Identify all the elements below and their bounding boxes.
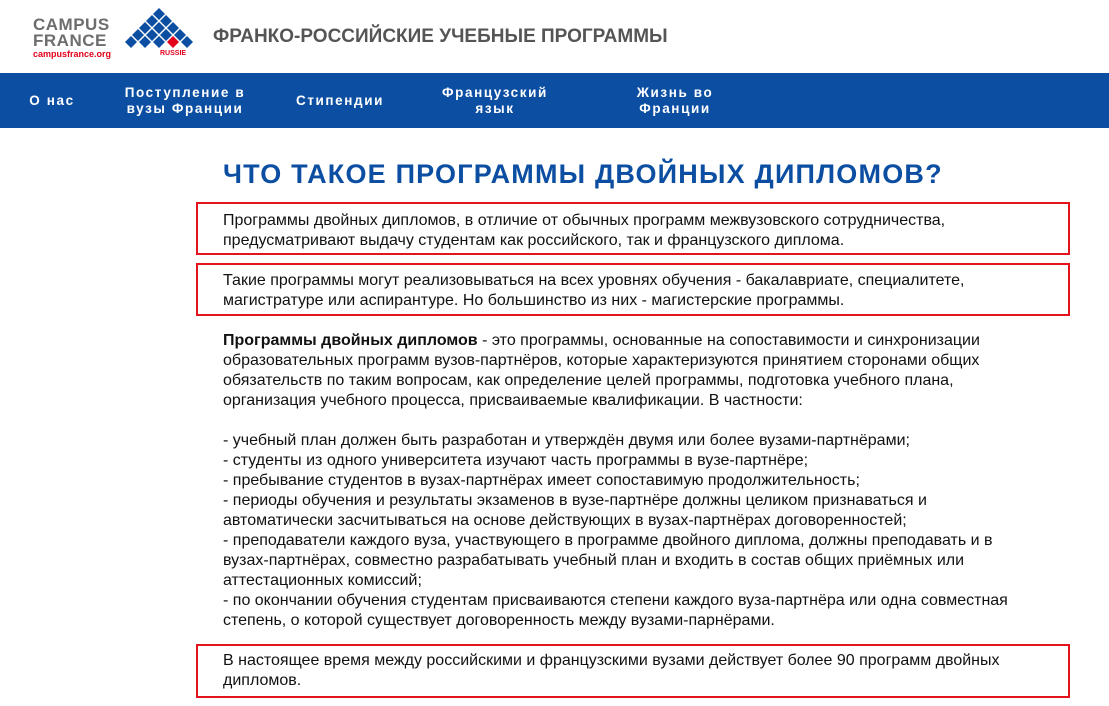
nav-item-admission[interactable]: Поступление в вузы Франции xyxy=(124,84,246,116)
intro-paragraph: Программы двойных дипломов, в отличие от обычных программ межвузовского сотрудничества, предусматривают выдачу студентам как российского, так и французского диплома. xyxy=(223,212,946,249)
page-title: ЧТО ТАКОЕ ПРОГРАММЫ ДВОЙНЫХ ДИПЛОМОВ? xyxy=(223,159,943,189)
list-item: - периоды обучения и результаты экзаменов в вузе-партнёре должны целиком признаваться и автоматически засчитываться на основе действующих в вузах-партнёрах договоренностей; xyxy=(223,492,927,529)
summary-paragraph: В настоящее время между российскими и французскими вузами действует более 90 программ двойных дипломов. xyxy=(223,652,1000,689)
main-nav xyxy=(0,73,1109,128)
list-item: - пребывание студентов в вузах-партнёрах имеет сопоставимую продолжительность; xyxy=(223,472,860,489)
definition-term: Программы двойных дипломов xyxy=(223,332,478,349)
nav-item-french-language[interactable]: Французский язык xyxy=(442,84,548,116)
definition-paragraph xyxy=(223,331,1038,411)
logo-text-france: FRANCE xyxy=(33,31,107,50)
site-title: ФРАНКО-РОССИЙСКИЕ УЧЕБНЫЕ ПРОГРАММЫ xyxy=(213,26,668,47)
logo-text-campus: CAMPUS xyxy=(33,15,110,34)
site-header xyxy=(0,0,1109,73)
nav-item-about[interactable]: О нас xyxy=(29,92,75,108)
logo-diamond-icon xyxy=(119,8,197,52)
nav-item-scholarships[interactable]: Стипендии xyxy=(295,92,385,108)
levels-paragraph: Такие программы могут реализовываться на всех уровнях обучения - бакалавриате, специалитете, магистратуре или аспирантуре. Но большинство из них - магистерские программы. xyxy=(223,272,965,309)
logo-country: RUSSIE xyxy=(160,50,187,57)
campus-france-logo[interactable] xyxy=(33,8,193,63)
logo-url: campusfrance.org xyxy=(33,49,112,59)
nav-item-life-in-france[interactable]: Жизнь во Франции xyxy=(636,84,714,116)
requirements-list xyxy=(223,431,1038,631)
list-item: - учебный план должен быть разработан и утверждён двумя или более вузами-партнёрами; xyxy=(223,432,910,449)
list-item: - преподаватели каждого вуза, участвующего в программе двойного диплома, должны преподавать и в вузах-партнёрах, совместно разрабатывать учебный план и входить в состав общих приёмных или аттестационных комиссий; xyxy=(223,532,993,589)
list-item: - студенты из одного университета изучают часть программы в вузе-партнёре; xyxy=(223,452,809,469)
list-item: - по окончании обучения студентам присваиваются степени каждого вуза-партнёра или одна совместная степень, о которой существует договоренность между вузами-парнёрами. xyxy=(223,592,1008,629)
definition-text: - это программы, основанные на сопоставимости и синхронизации образовательных программ вузов-партнёров, которые характеризуются принятием сторонами общих обязательств по таким вопросам, как определение целей программы, подготовка учебного плана, организация учебного процесса, присваиваемые квалификации. В частности: xyxy=(223,332,980,409)
